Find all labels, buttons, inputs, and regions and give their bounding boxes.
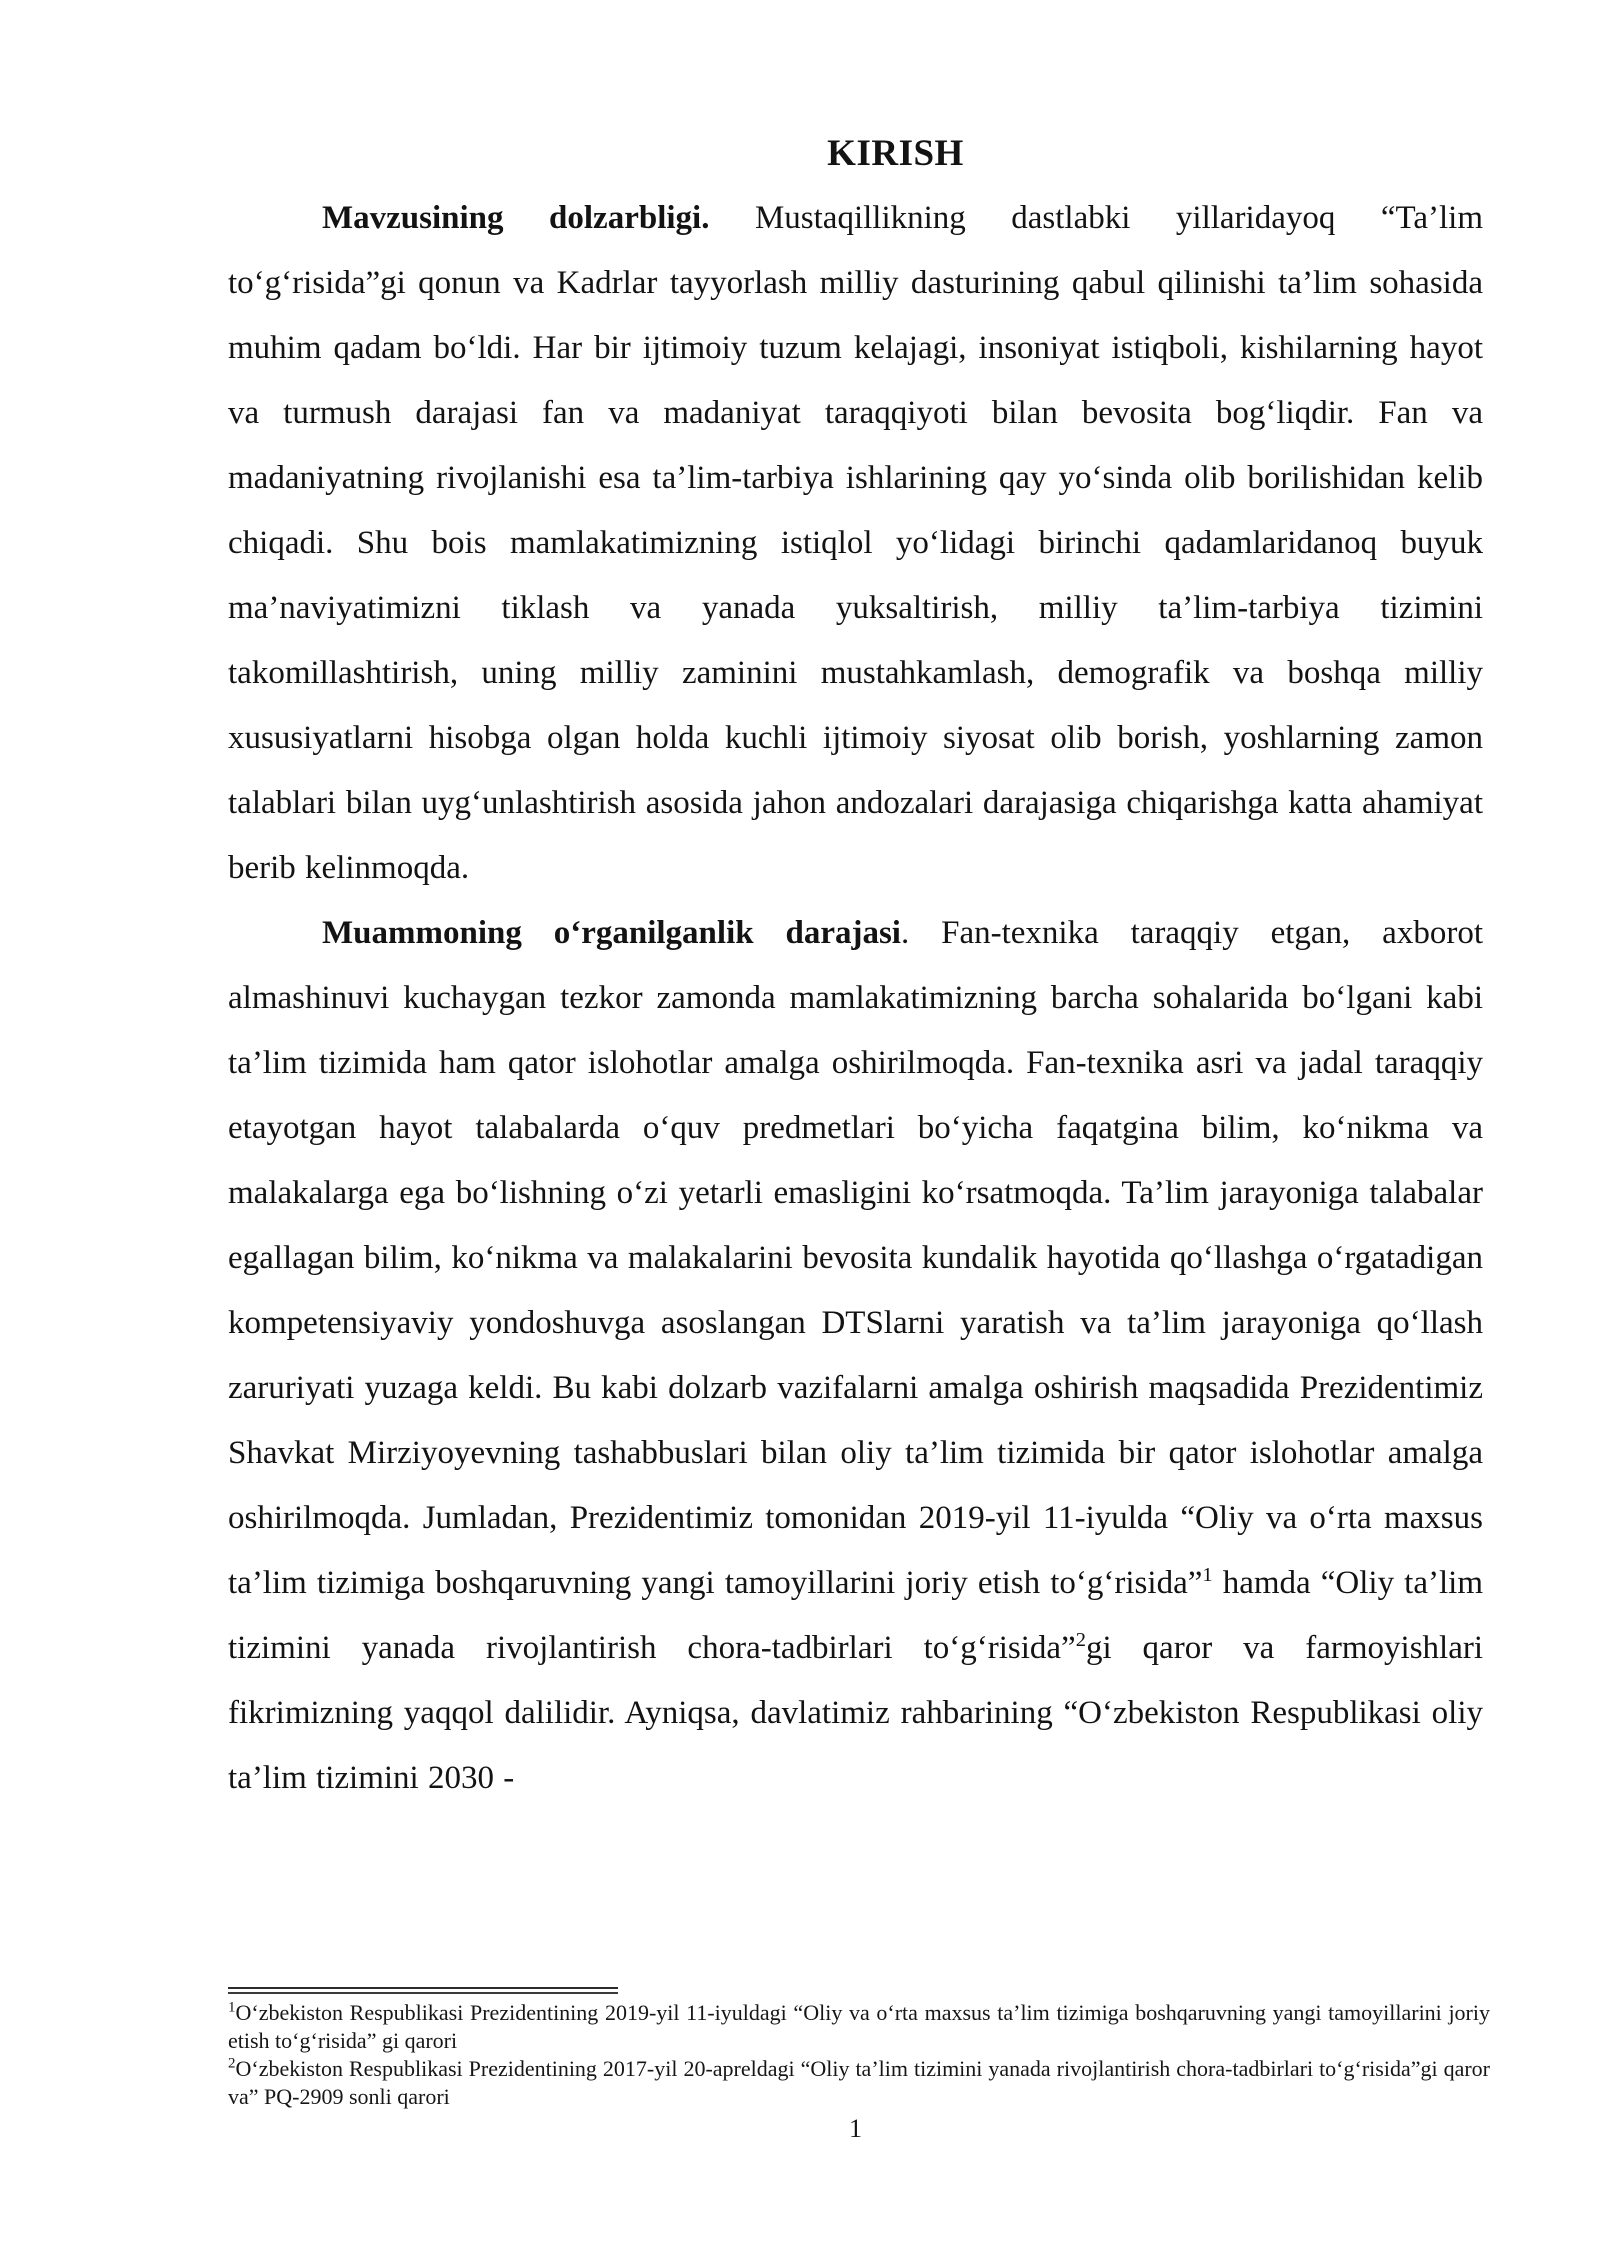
footnote-2-text: O‘zbekiston Respublikasi Prezidentining 2017-yil 20-apreldagi “Oliy ta’lim tizimini yanada rivojlantirish chora-tadbirlari to‘g‘risida”gi qaror va” PQ-2909 sonli qarori — [228, 2056, 1490, 2109]
paragraph-2-text-1: . Fan-texnika taraqqiy etgan, axborot almashinuvi kuchaygan tezkor zamonda mamlakatimizning barcha sohalarida bo‘lgani kabi ta’lim tizimida ham qator islohotlar amalga oshirilmoqda. Fan-texnika asri va jadal taraqqiy etayotgan hayot talabalarda o‘quv predmetlari bo‘yicha faqatgina bilim, ko‘nikma va malakalarga ega bo‘lishning o‘zi yetarli emasligini ko‘rsatmoqda. Ta’lim jarayoniga talabalar egallagan bilim, ko‘nikma va malakalarini bevosita kundalik hayotida qo‘llashga o‘rgatadigan kompetensiyaviy yondoshuvga asoslangan DTSlarni yaratish va ta’lim jarayoniga qo‘llash zaruriyati yuzaga keldi. Bu kabi dolzarb vazifalarni amalga oshirish maqsadida Prezidentimiz Shavkat Mirziyoyevning tashabbuslari bilan oliy ta’lim tizimida bir qator islohotlar amalga oshirilmoqda. Jumladan, Prezidentimiz tomonidan 2019-yil 11-iyulda “Oliy va o‘rta maxsus ta’lim tizimiga boshqaruvning yangi tamoyillarini joriy etish to‘g‘risida” — [228, 915, 1483, 1601]
page-body — [228, 121, 1483, 1811]
footnotes-section — [228, 1999, 1490, 2111]
paragraph-2 — [228, 901, 1483, 1811]
footnote-1-number: 1 — [228, 1999, 236, 2016]
footnote-ref-1: 1 — [1202, 1564, 1213, 1586]
footnote-2-number: 2 — [228, 2055, 236, 2072]
footnote-separator — [228, 1987, 618, 1994]
paragraph-2-lead: Muammoning o‘rganilganlik darajasi — [322, 915, 901, 951]
footnote-1-text: O‘zbekiston Respublikasi Prezidentining 2019-yil 11-iyuldagi “Oliy va o‘rta maxsus ta’lim tizimiga boshqaruvning yangi tamoyillarini joriy etish to‘g‘risida” gi qarori — [228, 2000, 1490, 2053]
paragraph-2-text-3: gi qaror va farmoyishlari fikrimizning yaqqol dalilidir. Ayniqsa, davlatimiz rahbarining “O‘zbekiston Respublikasi oliy ta’lim tizimini 2030 - — [228, 1630, 1484, 1796]
footnote-ref-2: 2 — [1075, 1629, 1086, 1651]
page-title: KIRISH — [827, 133, 964, 174]
paragraph-1 — [228, 186, 1483, 901]
paragraph-1-lead: Mavzusining dolzarbligi. — [322, 200, 710, 236]
footnote-1 — [228, 1999, 1490, 2055]
paragraph-1-text: Mustaqillikning dastlabki yillaridayoq “Ta’lim to‘g‘risida”gi qonun va Kadrlar tayyorlash milliy dasturining qabul qilinishi ta’lim sohasida muhim qadam bo‘ldi. Har bir ijtimoiy tuzum kelajagi, insoniyat istiqboli, kishilarning hayot va turmush darajasi fan va madaniyat taraqqiyoti bilan bevosita bog‘liqdir. Fan va madaniyatning rivojlanishi esa ta’lim-tarbiya ishlarining qay yo‘sinda olib borilishidan kelib chiqadi. Shu bois mamlakatimizning istiqlol yo‘lidagi birinchi qadamlaridanoq buyuk ma’naviyatimizni tiklash va yanada yuksaltirish, milliy ta’lim-tarbiya tizimini takomillashtirish, uning milliy zaminini mustahkamlash, demografik va boshqa milliy xususiyatlarni hisobga olgan holda kuchli ijtimoiy siyosat olib borish, yoshlarning zamon talablari bilan uyg‘unlashtirish asosida jahon andozalari darajasiga chiqarishga katta ahamiyat berib kelinmoqda. — [228, 200, 1483, 886]
page-number: 1 — [849, 2114, 862, 2143]
footnote-2 — [228, 2055, 1490, 2111]
paragraph-2-text-2: hamda “Oliy ta’lim tizimini yanada rivojlantirish chora-tadbirlari to‘g‘risida” — [228, 1565, 1483, 1666]
